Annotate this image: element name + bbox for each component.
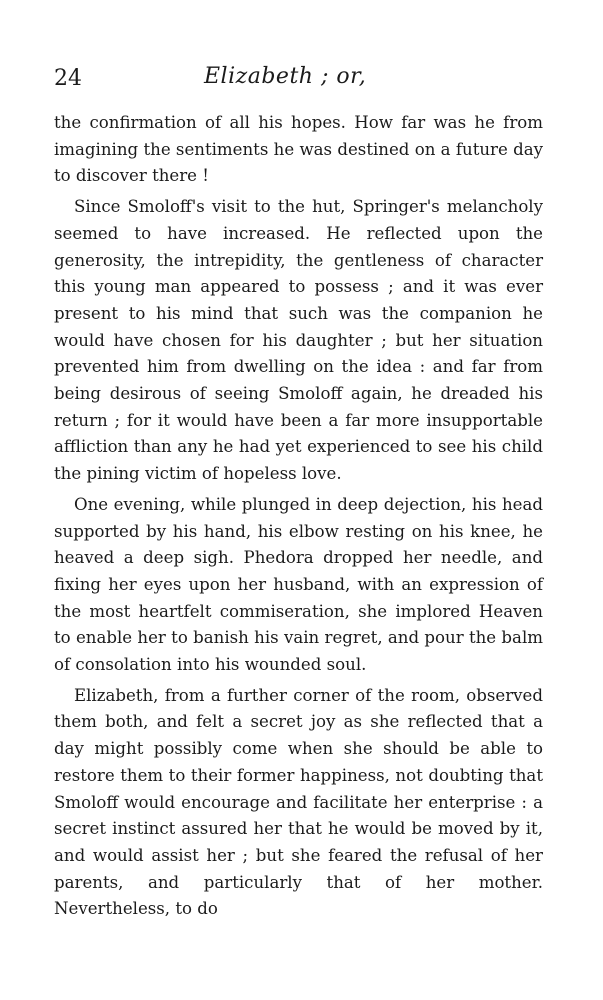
running-title: Elizabeth ; or, (204, 64, 367, 89)
paragraph: Elizabeth, from a further corner of the room, observed them both, and felt a secret joy as she reflected that a day might possibly come when she should be able to restore them to their former happiness, not doubting that Smoloff would encourage and facilitate her enterprise : a secret instinct assured her that he would be moved by it, and would assist her ; but she feared the refusal of her parents, and particularly that of her mother. Nevertheless, to do (54, 685, 543, 919)
page-header (54, 64, 543, 104)
paragraph: Since Smoloff's visit to the hut, Springer's melancholy seemed to have increased. He reflected upon the generosity, the intrepidity, the gentleness of character this young man appeared to possess ; and it was ever present to his mind that such was the companion he would have chosen for his daughter ; but her situation prevented him from dwelling on the idea : and far from being desirous of seeing Smoloff again, he dreaded his return ; for it would have been a far more insupportable affliction than any he had yet experienced to see his child the pining victim of hopeless love. (54, 197, 543, 484)
paragraph: One evening, while plunged in deep dejection, his head supported by his hand, his elbow resting on his knee, he heaved a deep sigh. Phedora dropped her needle, and fixing her eyes upon her husband, with an expression of the most heartfelt commiseration, she implored Heaven to enable her to banish his vain regret, and pour the balm of consolation into his wounded soul. (54, 494, 543, 675)
body-text (54, 110, 543, 923)
page-number: 24 (54, 66, 82, 91)
paragraph-continuation: the confirmation of all his hopes. How far was he from imagining the sentiments he was destined on a future day to discover there ! (54, 113, 543, 186)
